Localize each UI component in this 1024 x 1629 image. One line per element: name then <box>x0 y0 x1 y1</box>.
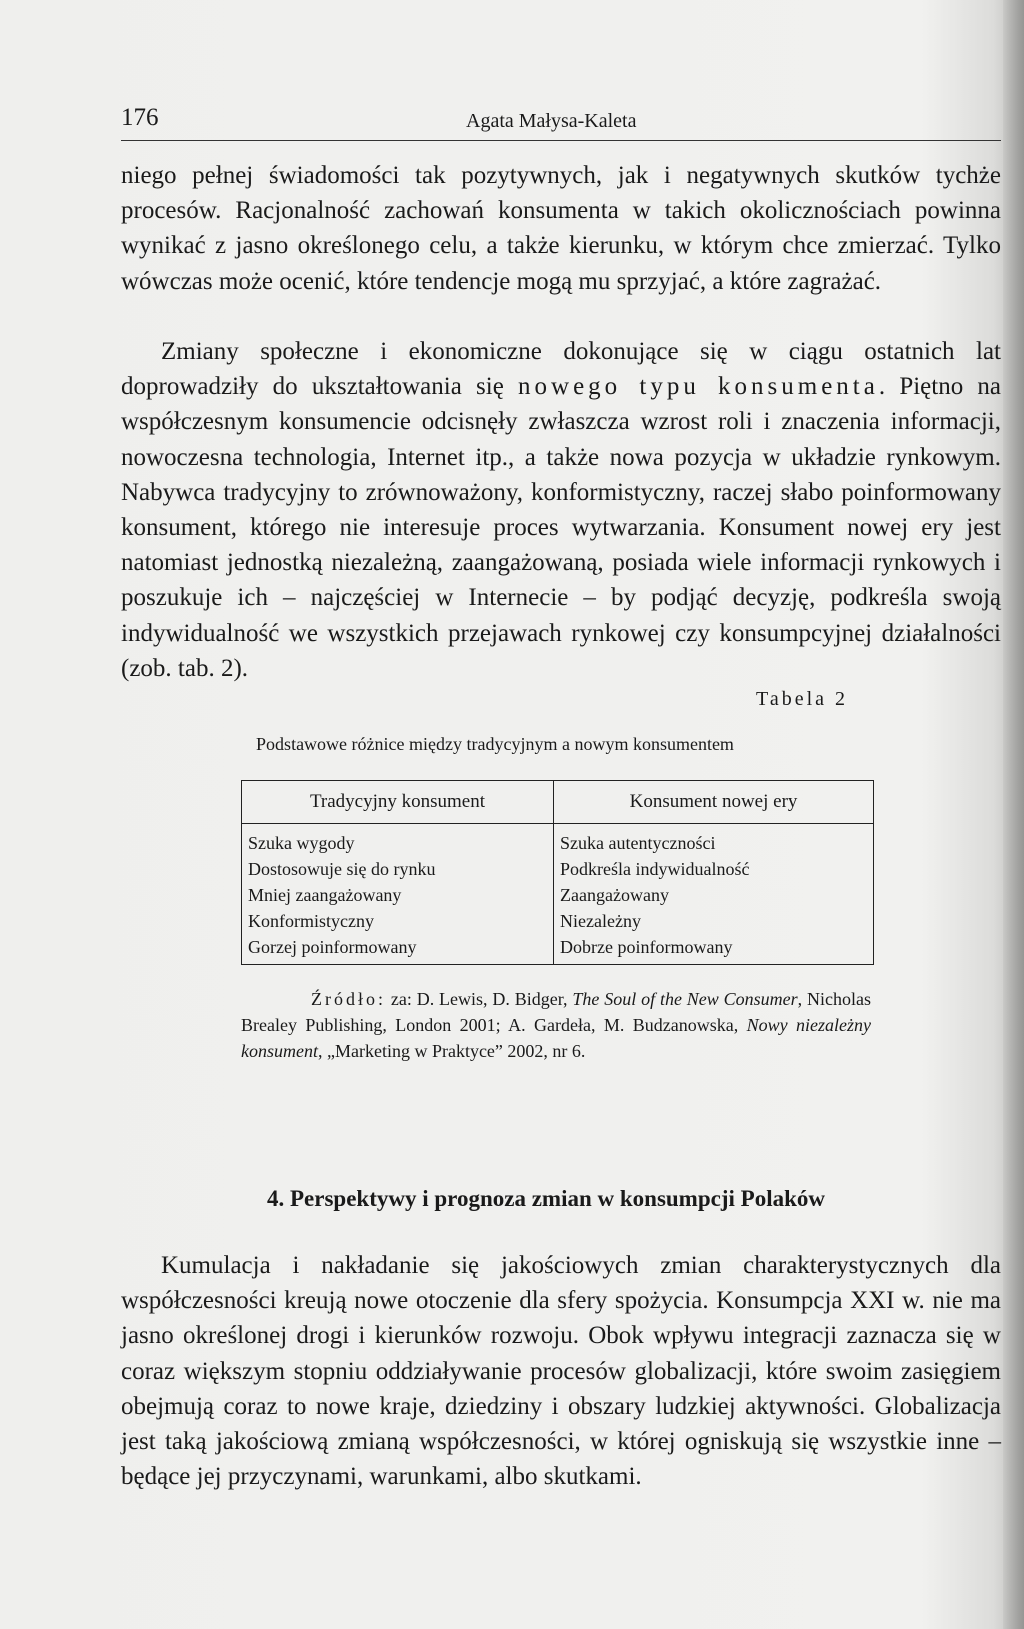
page-edge-shadow <box>1003 0 1024 1629</box>
table-cell: Mniej zaangażowany <box>242 882 554 908</box>
page-header <box>121 104 1001 141</box>
paragraph-2-part1: Zmiany społeczne i ekonomiczne dokonujące się w ciągu ostatnich lat doprowadziły do ukształtowania się <box>121 338 1001 401</box>
table-cell: Szuka autentyczności <box>554 824 874 857</box>
page-number: 176 <box>121 104 159 131</box>
table-cell: Podkreśla indywidualność <box>554 856 874 882</box>
source-text-2: , Nicholas Brealey Publishing, London 2001; A. Gardeła, M. Budzanowska, <box>241 989 871 1035</box>
source-title-1: The Soul of the New Consumer <box>572 989 798 1009</box>
table-cell: Dobrze poinformowany <box>554 934 874 965</box>
table-cell: Gorzej poinformowany <box>242 934 554 965</box>
table-header-traditional: Tradycyjny konsument <box>242 781 554 824</box>
table-header-new-era: Konsument nowej ery <box>554 781 874 824</box>
source-label: Źródło: <box>311 989 386 1009</box>
table-label: Tabela 2 <box>756 688 849 710</box>
section-paragraph <box>121 1248 1001 1494</box>
paragraph-2-part2: . Piętno na współczesnym konsumencie odcisnęły zwłaszcza wzrost roli i znaczenia informacji, nowoczesna technologia, Internet itp., a także nowa pozycja w układzie rynkowym. Nabywca tradycyjny to zrównoważony, konformistyczny, raczej słabo poinformowany konsument, którego nie interesuje proces wytwarzania. Konsument nowej ery jest natomiast jednostką niezależną, zaangażowaną, posiada wiele informacji rynkowych i poszukuje ich – najczęściej w Internecie – by podjąć decyzję, podkreśla swoją indywidualność we wszystkich przejawach rynkowej czy konsumpcyjnej działalności (zob. tab. 2). <box>121 373 1002 682</box>
table-row <box>242 856 874 882</box>
paragraph-2 <box>121 334 1001 686</box>
table-row <box>242 934 874 965</box>
table-row <box>242 882 874 908</box>
emphasized-phrase: nowego typu konsumenta <box>518 373 879 401</box>
table-title <box>0 734 1024 755</box>
table-row <box>242 824 874 857</box>
section-heading <box>0 1186 1024 1212</box>
paragraph-1 <box>121 158 1001 299</box>
section-heading-text: 4. Perspektywy i prognoza zmian w konsumpcji Polaków <box>267 1186 825 1211</box>
table-header-row <box>242 781 874 824</box>
section-paragraph-text: Kumulacja i nakładanie się jakościowych zmian charakterystycznych dla współczesności kreują nowe otoczenie dla sfery spożycia. Konsumpcja XXI w. nie ma jasno określonej drogi i kierunków rozwoju. Obok wpływu integracji zaznacza się w coraz większym stopniu oddziaływanie procesów globalizacji, które swoim zasięgiem obejmują coraz to nowe kraje, dziedziny i obszary ludzkiej aktywności. Globalizacja jest taką jakościową zmianą współczesności, w której ogniskują się wszystkie inne – będące jej przyczynami, warunkami, albo skutkami. <box>121 1252 1001 1491</box>
table-cell: Dostosowuje się do rynku <box>242 856 554 882</box>
table-cell: Zaangażowany <box>554 882 874 908</box>
running-head: Agata Małysa-Kaleta <box>466 110 637 132</box>
table-cell: Szuka wygody <box>242 824 554 857</box>
table-source-note <box>241 986 871 1064</box>
paragraph-1-text: niego pełnej świadomości tak pozytywnych, jak i negatywnych skutków tychże procesów. Racjonalność zachowań konsumenta w takich okolicznościach powinna wynikać z jasno określonego celu, a także kierunku, w którym chce zmierzać. Tylko wówczas może ocenić, które tendencje mogą mu sprzyjać, a które zagrażać. <box>121 162 1001 295</box>
table-title-text: Podstawowe różnice między tradycyjnym a nowym konsumentem <box>256 734 734 754</box>
table-cell: Niezależny <box>554 908 874 934</box>
source-text-1: za: D. Lewis, D. Bidger, <box>386 989 573 1009</box>
table-cell: Konformistyczny <box>242 908 554 934</box>
comparison-table <box>241 780 874 965</box>
table-row <box>242 908 874 934</box>
source-title-2: Nowy niezależny konsument <box>241 1015 872 1061</box>
source-text-3: , „Marketing w Praktyce” 2002, nr 6. <box>317 1041 586 1061</box>
paragraph-2-text <box>121 334 1001 686</box>
